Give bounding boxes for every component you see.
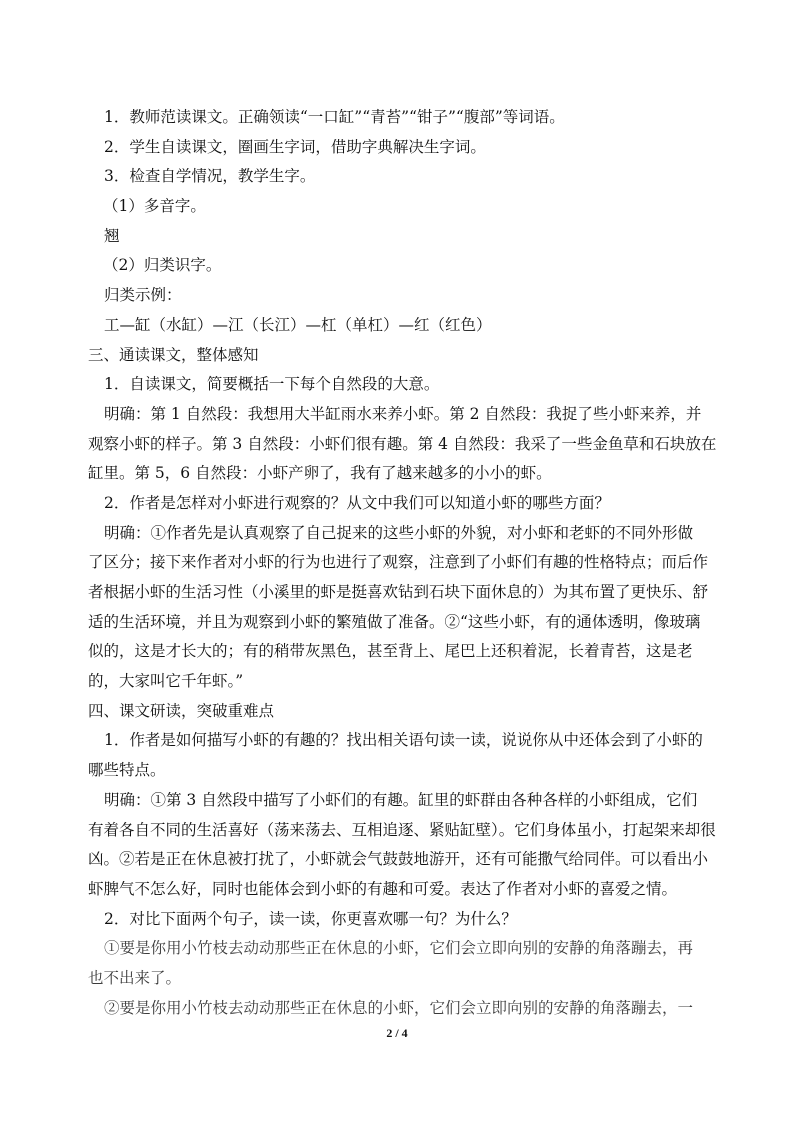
- text-line: 工—缸（水缸）—江（长江）—杠（单杠）—红（红色）: [104, 315, 492, 334]
- text-line: 3．检查自学情况，教学生字。: [104, 167, 316, 186]
- text-line: （1）多音字。: [103, 197, 206, 216]
- text-line: 也不出来了。: [88, 968, 182, 987]
- section-heading: 三、通读课文，整体感知: [88, 345, 259, 364]
- text-line: 1．作者是如何描写小虾的有趣的？找出相关语句读一读，说说你从中还体会到了小虾的: [104, 731, 703, 750]
- document-body: [88, 103, 718, 1023]
- text-line: 虾脾气不怎么好，同时也能体会到小虾的有趣和可爱。表达了作者对小虾的喜爱之情。: [88, 879, 678, 898]
- section-heading: 四、课文研读，突破重难点: [88, 701, 275, 720]
- text-line: 明确：①作者先是认真观察了自己捉来的这些小虾的外貌，对小虾和老虾的不同外形做: [104, 523, 694, 542]
- text-line: 似的，这是才长大的；有的稍带灰黑色，甚至背上、尾巴上还积着泥，长着青苔，这是老: [88, 642, 693, 661]
- text-line: 1．教师范读课文。正确领读“一口缸”“青苔”“钳子”“腹部”等词语。: [104, 108, 565, 126]
- text-line: 的，大家叫它千年虾。”: [88, 672, 244, 691]
- text-line: 者根据小虾的生活习性（小溪里的虾是挺喜欢钻到石块下面休息的）为其布置了更快乐、舒: [88, 583, 709, 601]
- text-line: 缸里。第 5，6 自然段：小虾产卵了，我有了越来越多的小小的虾。: [88, 464, 552, 483]
- text-line: 翘: [104, 226, 120, 245]
- text-line: 2．对比下面两个句子，读一读，你更喜欢哪一句？为什么？: [104, 909, 517, 928]
- text-line: 了区分；接下来作者对小虾的行为也进行了观察，注意到了小虾们有趣的性格特点；而后作: [88, 553, 709, 572]
- text-line: 归类示例：: [104, 286, 182, 305]
- text-line: 观察小虾的样子。第 3 自然段：小虾们很有趣。第 4 自然段：我采了一些金鱼草和石块放在: [88, 434, 717, 453]
- text-line: （2）归类识字。: [103, 256, 222, 275]
- text-line: 明确：①第 3 自然段中描写了小虾们的有趣。缸里的虾群由各种各样的小虾组成，它们: [104, 790, 698, 809]
- page-number: 2 / 4: [386, 1026, 408, 1040]
- text-line: ②要是你用小竹枝去动动那些正在休息的小虾，它们会立即向别的安静的角落蹦去，一: [104, 998, 694, 1017]
- text-line: 2．作者是怎样对小虾进行观察的？从文中我们可以知道小虾的哪些方面？: [104, 493, 610, 512]
- text-line: 适的生活环境，并且为观察到小虾的繁殖做了准备。②“这些小虾，有的通体透明，像玻璃: [88, 612, 701, 631]
- text-line: ①要是你用小竹枝去动动那些正在休息的小虾，它们会立即向别的安静的角落蹦去，再: [104, 939, 694, 958]
- text-line: 2．学生自读课文，圈画生字词，借助字典解决生字词。: [104, 137, 486, 156]
- text-line: 哪些特点。: [88, 761, 166, 780]
- text-line: 有着各自不同的生活喜好（荡来荡去、互相追逐、紧贴缸壁）。它们身体虽小，打起架来却很: [88, 820, 716, 839]
- text-line: 明确：第 1 自然段：我想用大半缸雨水来养小虾。第 2 自然段：我捉了些小虾来养，并: [104, 404, 702, 423]
- text-line: 1．自读课文，简要概括一下每个自然段的大意。: [104, 375, 440, 394]
- text-line: 凶。②若是正在休息被打扰了，小虾就会气鼓鼓地游开，还有可能撒气给同伴。可以看出小: [88, 850, 709, 869]
